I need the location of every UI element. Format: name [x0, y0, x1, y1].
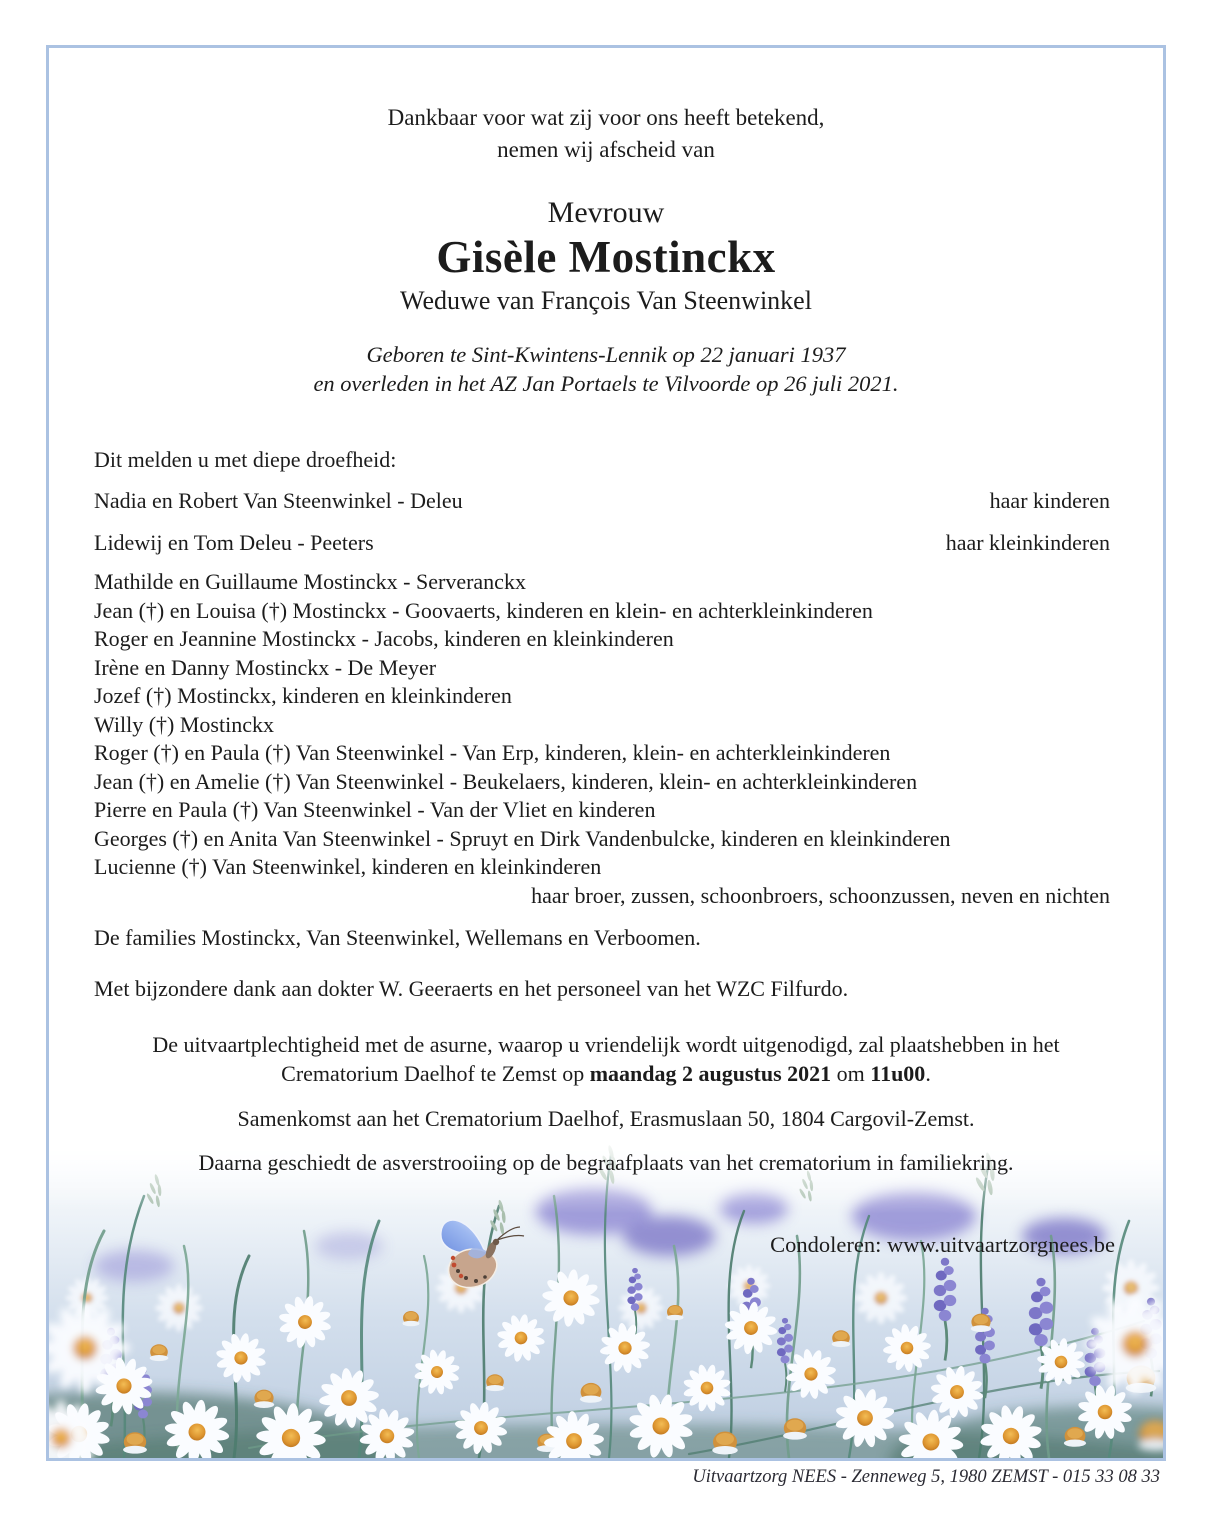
family-list-item: Pierre en Paula (†) Van Steenwinkel - Van der Vliet en kinderen — [94, 797, 656, 823]
ceremony-line-1: De uitvaartplechtigheid met de asurne, waarop u vriendelijk wordt uitgenodigd, zal plaatshebben in het — [152, 1032, 1060, 1058]
family-list-item: Roger en Jeannine Mostinckx - Jacobs, kinderen en kleinkinderen — [94, 626, 674, 652]
family-list-item: Willy (†) Mostinckx — [94, 711, 274, 737]
ceremony-time: 11u00 — [870, 1060, 926, 1086]
ashes-line: Daarna geschiedt de asverstrooiing op de begraafplaats van het crematorium in familiekring. — [198, 1149, 1014, 1175]
children-relation: haar kinderen — [989, 488, 1110, 514]
condolences-line: Condoleren: www.uitvaartzorgnees.be — [770, 1232, 1115, 1257]
grandchildren-row — [94, 529, 1110, 558]
ceremony-line-2 — [49, 1060, 1163, 1089]
family-list — [94, 568, 1110, 910]
opening-line-1: Dankbaar voor wat zij voor ons heeft betekend, — [387, 105, 825, 130]
family-list-item: Roger (†) en Paula (†) Van Steenwinkel - Van Erp, kinderen, klein- en achterkleinkinderen — [94, 740, 891, 766]
family-list-item: Jean (†) en Louisa (†) Mostinckx - Goovaerts, kinderen en klein- en achterkleinkinderen — [94, 597, 873, 623]
memorial-card — [46, 45, 1166, 1461]
relatives-block — [94, 446, 1110, 1004]
salutation: Mevrouw — [547, 196, 665, 229]
widow-subtitle: Weduwe van François Van Steenwinkel — [400, 285, 812, 315]
families-line: De families Mostinckx, Van Steenwinkel, Wellemans en Verboomen. — [94, 925, 701, 951]
opening-lines — [49, 102, 1163, 166]
family-list-item: Jozef (†) Mostinckx, kinderen en kleinkinderen — [94, 683, 512, 709]
family-relation-line: haar broer, zussen, schoonbroers, schoonzussen, neven en nichten — [531, 882, 1110, 908]
card-content — [49, 102, 1163, 1177]
announcement-line: Dit melden u met diepe droefheid: — [94, 446, 397, 472]
opening-line-2: nemen wij afscheid van — [497, 137, 715, 162]
meadow-photo — [49, 1136, 1163, 1458]
deceased-name: Gisèle Mostinckx — [436, 232, 776, 282]
life-dates — [49, 340, 1163, 398]
grandchildren-names: Lidewij en Tom Deleu - Peeters — [94, 529, 374, 555]
died-line: en overleden in het AZ Jan Portaels te Vilvoorde op 26 juli 2021. — [313, 370, 899, 396]
family-list-item: Jean (†) en Amelie (†) Van Steenwinkel - Beukelaers, kinderen, klein- en achterkleinkinderen — [94, 768, 918, 794]
children-row — [94, 487, 1110, 516]
family-list-item: Lucienne (†) Van Steenwinkel, kinderen en kleinkinderen — [94, 854, 602, 880]
family-list-item: Georges (†) en Anita Van Steenwinkel - Spruyt en Dirk Vandenbulcke, kinderen en kleinkinderen — [94, 825, 951, 851]
ceremony-end: . — [925, 1060, 931, 1086]
family-list-item: Mathilde en Guillaume Mostinckx - Serveranckx — [94, 569, 526, 595]
ceremony-mid: om — [831, 1060, 871, 1086]
funeral-home-footer: Uitvaartzorg NEES - Zenneweg 5, 1980 ZEMST - 015 33 08 33 — [692, 1467, 1160, 1487]
born-line: Geboren te Sint-Kwintens-Lennik op 22 januari 1937 — [366, 341, 846, 367]
grandchildren-relation: haar kleinkinderen — [945, 529, 1110, 555]
meeting-line: Samenkomst aan het Crematorium Daelhof, Erasmuslaan 50, 1804 Cargovil-Zemst. — [237, 1106, 975, 1132]
ceremony-date: maandag 2 augustus 2021 — [589, 1060, 832, 1086]
thanks-line: Met bijzondere dank aan dokter W. Geeraerts en het personeel van het WZC Filfurdo. — [94, 975, 849, 1001]
ceremony-location: Crematorium Daelhof te Zemst op — [281, 1060, 590, 1086]
children-names: Nadia en Robert Van Steenwinkel - Deleu — [94, 488, 463, 514]
family-list-item: Irène en Danny Mostinckx - De Meyer — [94, 654, 437, 680]
ceremony-paragraph — [49, 1031, 1163, 1088]
